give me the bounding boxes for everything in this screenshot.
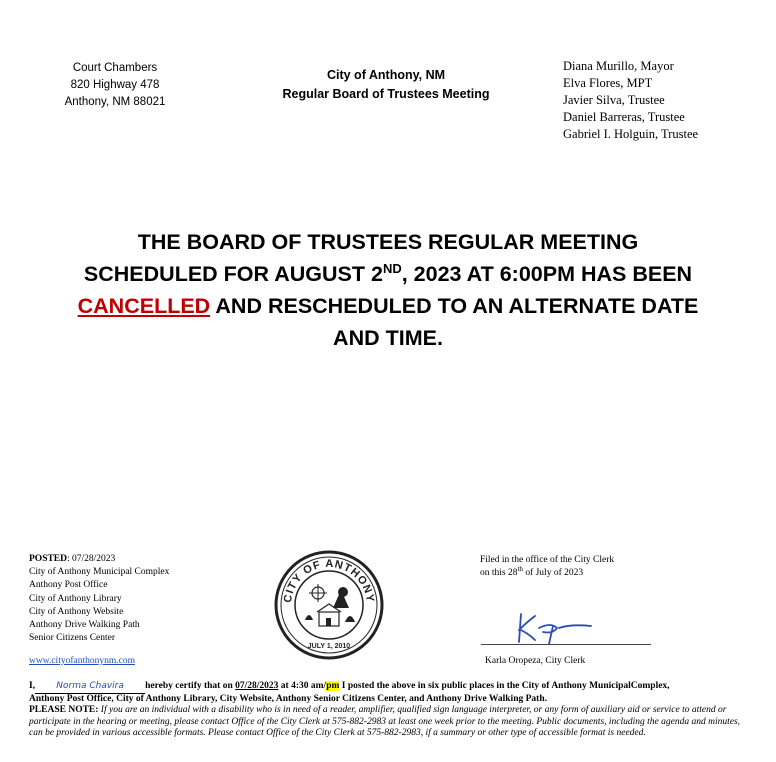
- seal-top-text: CITY OF ANTHONY: [281, 557, 377, 604]
- certify-date: 07/28/2023: [235, 681, 279, 691]
- website-link[interactable]: www.cityofanthonynm.com: [29, 656, 135, 666]
- officials-list: [563, 58, 763, 143]
- posted-place: Anthony Drive Walking Path: [29, 620, 140, 631]
- official: Elva Flores, MPT: [563, 76, 653, 90]
- pm-highlight: pm: [326, 681, 340, 691]
- posted-place: City of Anthony Library: [29, 593, 122, 604]
- note-text: If you are an individual with a disability who is in need of a reader, amplifier, qualified sign language interpreter, or any form of auxiliary aid or service to attend or participate in the hearing or meeting, please contact Office of the City Clerk at 575-882-2983 at least one week prior to the meeting. Public documents, including the agenda and minutes, can be provided in various accessible formats. Please contact Office of the City Clerk at 575-882-2983, if a summary or other type of accessible format is needed.: [29, 705, 741, 739]
- certification: [29, 681, 749, 705]
- clerk-name: Karla Oropeza, City Clerk: [485, 656, 586, 666]
- official: Daniel Barreras, Trustee: [563, 110, 685, 124]
- handwritten-signer: Norma Chavira: [35, 681, 145, 694]
- city-name: City of Anthony, NM: [326, 68, 446, 82]
- official: Javier Silva, Trustee: [563, 93, 665, 107]
- meeting-title: [255, 66, 517, 104]
- city-seal-icon: [273, 548, 385, 662]
- posted-place: City of Anthony Website: [29, 606, 124, 617]
- filed-line: on this 28th of July of 2023: [480, 565, 584, 579]
- official: Gabriel I. Holguin, Trustee: [563, 127, 699, 141]
- official: Diana Murillo, Mayor: [563, 59, 674, 73]
- seal-bottom-text: JULY 1, 2010: [307, 643, 351, 650]
- notice-line: CANCELLED AND RESCHEDULED TO AN ALTERNATE DATE: [77, 294, 699, 318]
- certify-line: Anthony Post Office, City of Anthony Library, City Website, Anthony Senior Citizens Center, and Anthony Drive Walking Path.: [29, 693, 547, 704]
- certify-line: I, Norma Chavira hereby certify that on 07/28/2023 at 4:30 am/pm I posted the above in six public places in the City of Anthony MunicipalComplex,: [29, 681, 749, 694]
- chamber-address: [40, 60, 190, 111]
- filed-line: Filed in the office of the City Clerk: [480, 555, 615, 565]
- note-label: PLEASE NOTE:: [29, 705, 99, 715]
- notice-line: THE BOARD OF TRUSTEES REGULAR MEETING: [137, 230, 639, 254]
- address-line: 820 Highway 478: [70, 79, 160, 91]
- notice-line: SCHEDULED FOR AUGUST 2ND, 2023 AT 6:00PM HAS BEEN: [83, 260, 693, 286]
- posted-block: [29, 553, 259, 645]
- signature-line: [481, 644, 651, 645]
- posted-place: Anthony Post Office: [29, 580, 108, 591]
- cancellation-notice: [40, 226, 736, 354]
- filed-block: [480, 554, 710, 580]
- address-line: Anthony, NM 88021: [64, 96, 166, 108]
- clerk-signature-icon: [513, 610, 593, 646]
- cancelled-label: CANCELLED: [77, 294, 211, 318]
- posted-place: City of Anthony Municipal Complex: [29, 567, 170, 578]
- meeting-name: Regular Board of Trustees Meeting: [282, 87, 490, 101]
- posted-place: Senior Citizens Center: [29, 633, 116, 644]
- notice-line: AND TIME.: [333, 326, 443, 350]
- posted-date: POSTED: 07/28/2023: [29, 554, 116, 564]
- address-line: Court Chambers: [72, 62, 158, 74]
- accessibility-note: [29, 705, 751, 740]
